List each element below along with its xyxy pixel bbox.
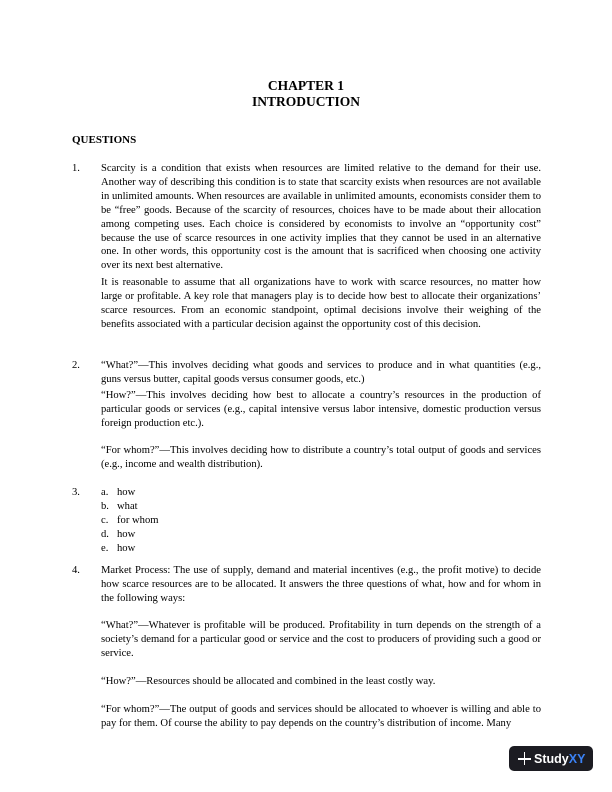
chapter-title: INTRODUCTION [251, 94, 360, 109]
brand-main-text: Study [534, 751, 569, 766]
list-item-text: for whom [117, 514, 159, 526]
section-heading: QUESTIONS [72, 134, 137, 146]
plus-icon [514, 746, 534, 771]
list-item-letter: e. [101, 542, 109, 554]
list-item-letter: c. [101, 514, 109, 526]
question-4-paragraph-4: “For whom?”—The output of goods and services should be allocated to whoever is willing and able to pay for them. Of course the ability to pay depends on the country’s distribution of income. Many [101, 704, 541, 729]
list-item [101, 528, 159, 542]
question-1-paragraph-2: It is reasonable to assume that all organizations have to work with scarce resources, no matter how large or profitable. A key role that managers play is to decide how best to allocate their organizations’ scarce resources. From an economic standpoint, optimal decisions involve their weighing of the benefits associated with a particular decision against the opportunity cost of this decision. [101, 277, 541, 330]
question-2-number: 2. [72, 360, 80, 371]
question-2-paragraph-2: “How?”—This involves deciding how best to allocate a country’s resources in the production of particular goods or services (e.g., capital intensive versus labor intensive, domestic production versus foreign production etc.). [101, 390, 541, 429]
question-4-paragraph-2: “What?”—Whatever is profitable will be produced. Profitability in turn depends on the strength of a society’s demand for a particular good or service and the cost to producers of providing such a good or service. [101, 620, 541, 659]
question-2-paragraph-3: “For whom?”—This involves deciding how to distribute a country’s total output of goods and services (e.g., income and wealth distribution). [101, 445, 541, 470]
question-4-number: 4. [72, 565, 80, 576]
question-3-answer-list [101, 486, 159, 556]
list-item [101, 500, 159, 514]
list-item-text: how [117, 542, 136, 554]
list-item-letter: b. [101, 500, 109, 512]
list-item-text: how [117, 487, 136, 498]
brand-accent-text: XY [568, 751, 586, 766]
list-item-text: how [117, 528, 136, 540]
list-item-letter: a. [101, 487, 109, 498]
question-2-paragraph-1: “What?”—This involves deciding what goods and services to produce and in what quantities (e.g., guns versus butter, capital goods versus consumer goods, etc.) [101, 360, 541, 385]
chapter-number: CHAPTER 1 [267, 78, 345, 93]
list-item-text: what [117, 500, 138, 512]
list-item-letter: d. [101, 528, 109, 540]
question-3-number: 3. [72, 487, 80, 498]
question-1-number: 1. [72, 163, 80, 174]
question-4-paragraph-1: Market Process: The use of supply, demand and material incentives (e.g., the profit motive) to decide how scarce resources are to be allocated. It answers the three questions of what, how and for whom in the following ways: [101, 565, 541, 604]
question-4-paragraph-3: “How?”—Resources should be allocated and combined in the least costly way. [101, 676, 436, 687]
studyxy-badge[interactable] [509, 746, 593, 771]
list-item [101, 486, 159, 500]
question-1-paragraph-1: Scarcity is a condition that exists when resources are limited relative to the demand for their use. Another way of describing this condition is to state that scarcity exists when resources are not available in unlimited amounts. When resources are available in unlimited amounts, economists consider them to be “free” goods. Because of the scarcity of resources, choices have to be made about their allocation among competing uses. Each choice is considered by economists to involve an “opportunity cost” because the use of scarce resources in one activity implies that they cannot be used in an alternative one. In other words, this opportunity cost is the amount that is sacrificed when choosing one activity over its next best alternative. [101, 163, 541, 272]
list-item [101, 542, 159, 556]
list-item [101, 514, 159, 528]
